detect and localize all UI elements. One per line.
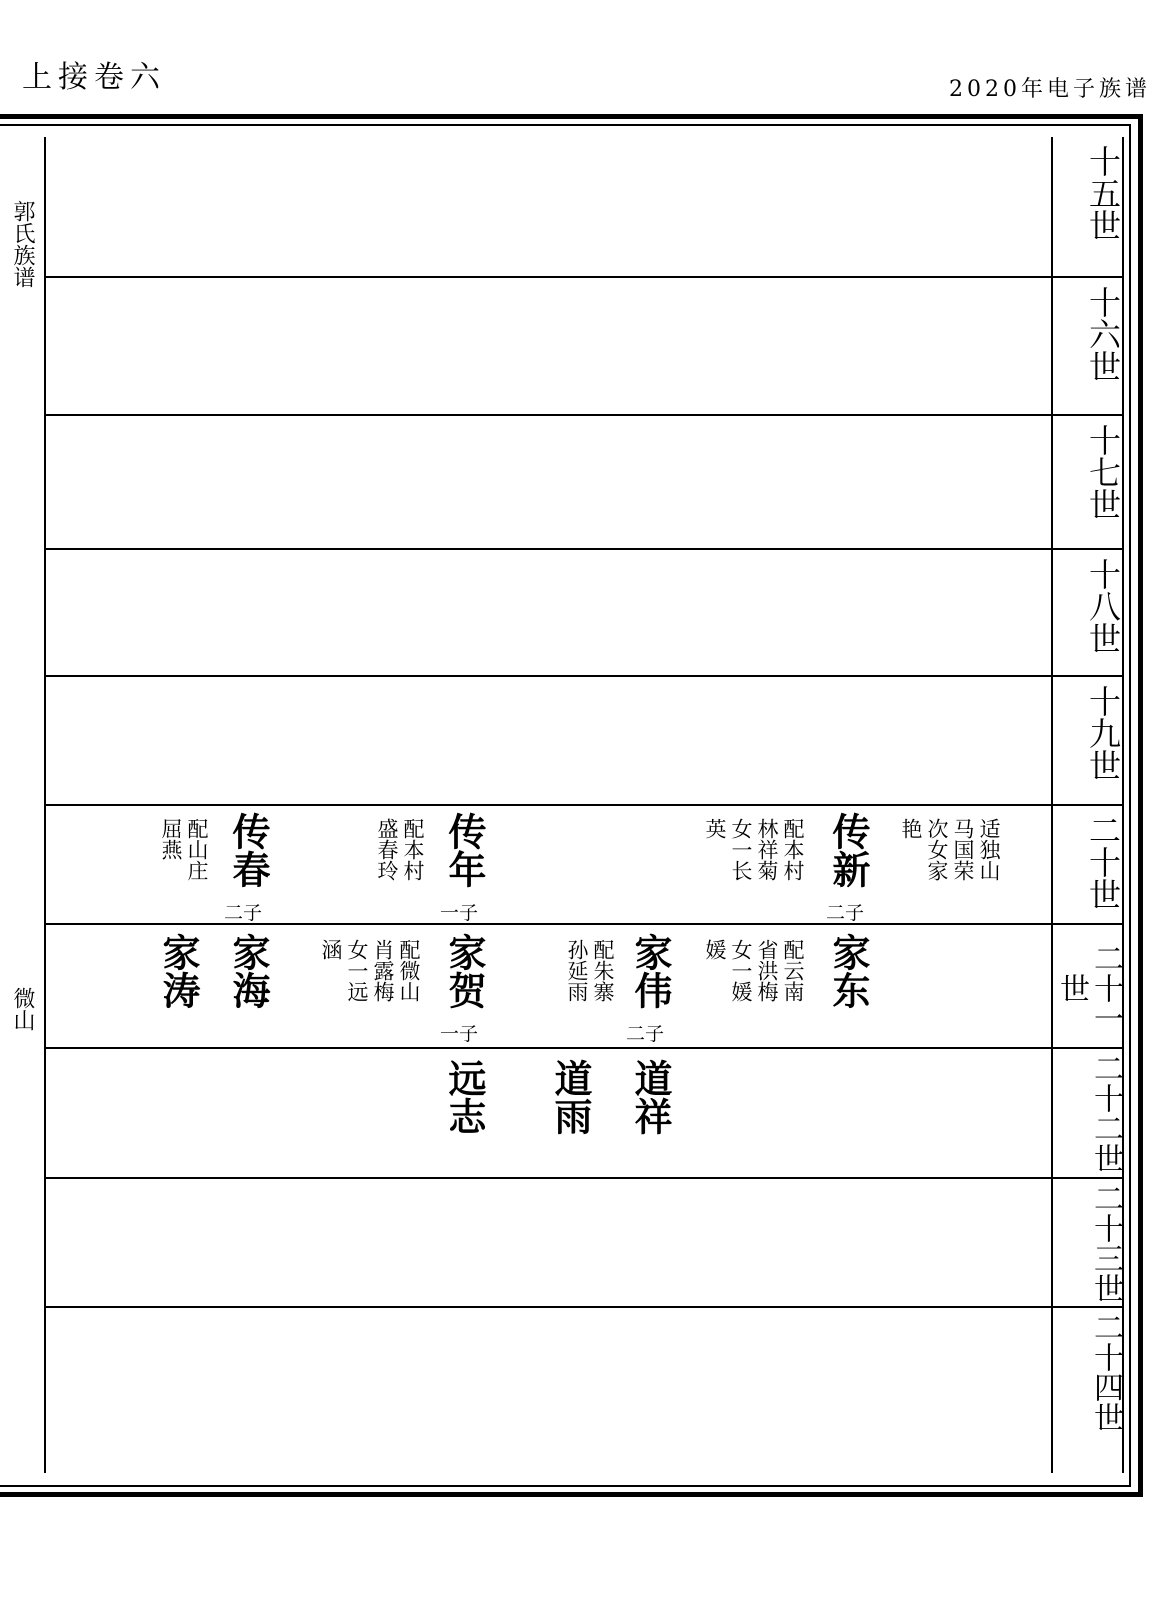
spouse-note: 屈燕 [159, 818, 183, 860]
left-margin-strip [0, 137, 46, 1473]
spouse-note: 配朱寨 [591, 939, 615, 1002]
person-name: 传新 [826, 812, 871, 888]
header-right: 2020年电子族谱 [949, 77, 1151, 102]
spouse-note: 配本村 [781, 818, 805, 881]
generation-row [46, 550, 1124, 677]
generation-label: 二十四世 [1088, 1312, 1123, 1432]
book-title-label: 郭氏族谱 [10, 200, 35, 288]
spouse-note: 配山庄 [185, 818, 209, 881]
spouse-note: 肖露梅 [371, 939, 395, 1002]
person-name: 家涛 [156, 933, 201, 1009]
generation-row [46, 677, 1124, 806]
generation-row [46, 416, 1124, 550]
generation-cell [1051, 677, 1124, 804]
person-name: 传春 [226, 812, 271, 888]
person-name: 道祥 [628, 1059, 673, 1135]
spouse-note: 配云南 [781, 939, 805, 1002]
generation-cell [1051, 416, 1124, 548]
spouse-note: 盛春玲 [375, 818, 399, 881]
person-name: 家伟 [628, 933, 673, 1009]
generation-cell [1051, 278, 1124, 414]
sons-count: 一子 [440, 1023, 479, 1045]
person-name: 远志 [442, 1059, 487, 1135]
daughter-note: 适独山 [977, 818, 1001, 881]
generation-cell [1051, 1308, 1124, 1473]
spouse-note: 英 [703, 818, 727, 839]
generation-label: 二十一世 [1054, 943, 1123, 1033]
spouse-note: 省洪梅 [755, 939, 779, 1002]
generation-cell [1051, 925, 1124, 1047]
generation-label: 十八世 [1084, 558, 1122, 654]
person-name: 家海 [226, 933, 271, 1009]
generation-cell [1051, 137, 1124, 276]
daughter-note: 次女家 [925, 818, 949, 881]
spouse-note: 配微山 [397, 939, 421, 1002]
generation-cell [1051, 550, 1124, 675]
spouse-note: 女一长 [729, 818, 753, 881]
generation-cell [1051, 1049, 1124, 1177]
generation-row [46, 137, 1124, 278]
generation-label: 十七世 [1084, 424, 1122, 520]
person-name: 传年 [442, 812, 487, 888]
generation-row [46, 1179, 1124, 1308]
daughter-note: 艳 [899, 818, 923, 839]
spouse-note: 配本村 [401, 818, 425, 881]
generation-row [46, 806, 1124, 925]
generation-cell [1051, 806, 1124, 923]
spouse-note: 孙延雨 [565, 939, 589, 1002]
sons-count: 二子 [224, 902, 263, 924]
generation-label: 二十三世 [1088, 1183, 1123, 1303]
genealogy-grid [46, 137, 1124, 1473]
generation-row [46, 925, 1124, 1049]
spouse-note: 林祥菊 [755, 818, 779, 881]
person-name: 家贺 [442, 933, 487, 1009]
spouse-note: 涵 [319, 939, 343, 960]
header-left: 上接卷六 [22, 60, 166, 95]
generation-row [46, 1308, 1124, 1473]
generation-label: 十五世 [1084, 145, 1122, 241]
spouse-note: 媛 [703, 939, 727, 960]
generation-cell [1051, 1179, 1124, 1306]
generation-label: 二十世 [1084, 814, 1122, 910]
person-name: 家东 [826, 933, 871, 1009]
generation-row [46, 1049, 1124, 1179]
sons-count: 二子 [626, 1023, 665, 1045]
generation-row [46, 278, 1124, 416]
generation-label: 十六世 [1084, 286, 1122, 382]
sons-count: 二子 [826, 902, 865, 924]
branch-label: 微山 [10, 987, 35, 1031]
generation-label: 二十二世 [1088, 1053, 1123, 1173]
person-name: 道雨 [548, 1059, 593, 1135]
spouse-note: 女一媛 [729, 939, 753, 1002]
spouse-note: 女一远 [345, 939, 369, 1002]
daughter-note: 马国荣 [951, 818, 975, 881]
sons-count: 一子 [440, 902, 479, 924]
generation-label: 十九世 [1084, 685, 1122, 781]
